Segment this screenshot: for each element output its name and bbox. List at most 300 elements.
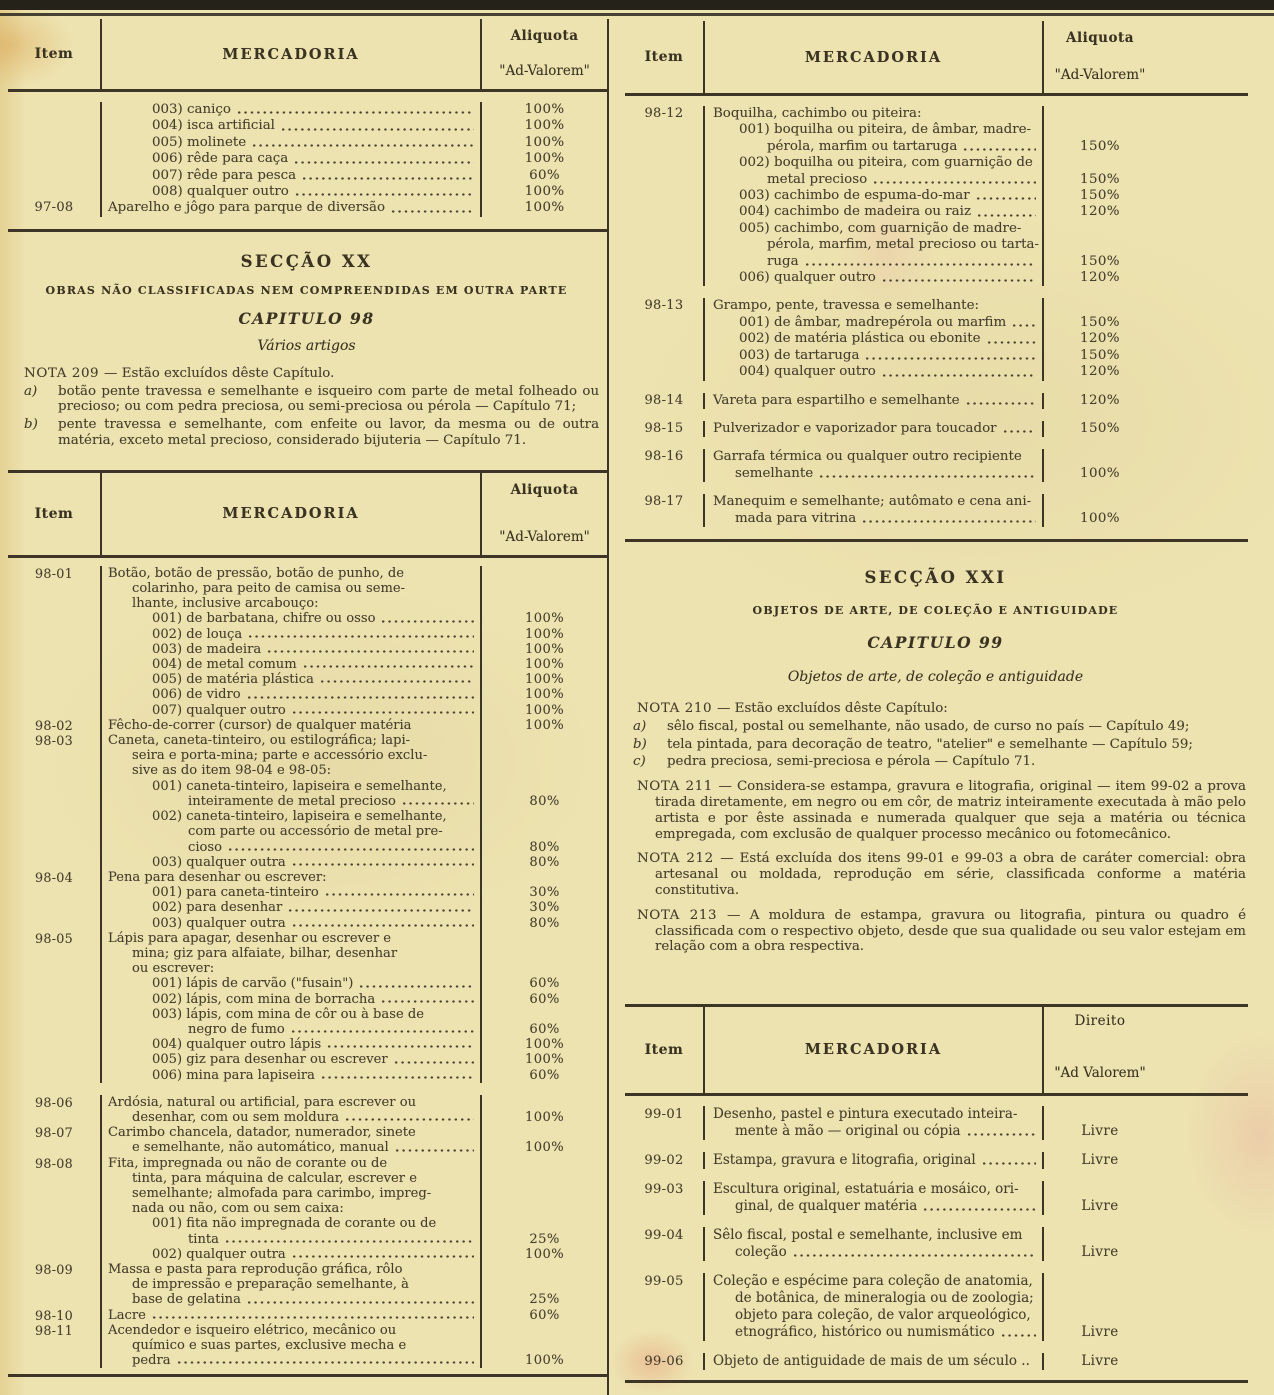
dot-leader xyxy=(287,900,474,915)
dot-leader xyxy=(380,611,474,626)
rate-value xyxy=(482,1216,607,1231)
item-code xyxy=(8,1292,100,1307)
rate-value: 80% xyxy=(529,793,560,809)
table-row xyxy=(8,200,607,216)
merchandise-text xyxy=(703,348,1044,364)
merchandise-line: Manequim e semelhante; autômato e cena ani- xyxy=(712,494,1032,510)
merchandise-text xyxy=(100,611,482,626)
merchandise-line: Massa e pasta para reprodução gráfica, rôlo xyxy=(108,1261,403,1277)
page-top-scan-band xyxy=(0,0,1274,19)
merchandise-text xyxy=(100,1171,482,1186)
dot-leader xyxy=(324,885,474,900)
rate-value xyxy=(482,809,607,824)
tariff-table-98-continued xyxy=(625,21,1248,542)
dot-leader xyxy=(861,511,1036,527)
dot-leader xyxy=(390,200,474,216)
merchandise-line: semelhante; almofada para carimbo, impreg- xyxy=(132,1185,432,1201)
item-code: 98-15 xyxy=(644,420,684,436)
rate-value xyxy=(482,1171,607,1186)
rate-value: 30% xyxy=(529,900,560,916)
merchandise-line: 001) de âmbar, madrepérola ou marfim xyxy=(738,314,1007,330)
rate-value: Livre xyxy=(1081,1197,1119,1214)
table-row xyxy=(8,566,607,581)
column-header-mercadoria: MERCADORIA xyxy=(703,21,1044,93)
item-code: 99-03 xyxy=(644,1181,684,1197)
rate-header-line1: Aliquota xyxy=(510,481,579,498)
table-row xyxy=(8,657,607,672)
dot-leader xyxy=(864,348,1036,364)
merchandise-text xyxy=(703,1106,1044,1123)
rate-value: 120% xyxy=(1080,204,1120,220)
table-row xyxy=(625,1152,1248,1169)
nota-item-key: c) xyxy=(632,754,646,770)
item-code: 98-09 xyxy=(34,1261,74,1277)
merchandise-text xyxy=(100,1186,482,1201)
rate-value xyxy=(482,1186,607,1201)
item-code xyxy=(625,1244,703,1261)
rate-value: Livre xyxy=(1081,1243,1119,1260)
merchandise-line: 006) de vidro xyxy=(152,687,241,703)
merchandise-text xyxy=(703,315,1044,331)
merchandise-line: com parte ou accessório de metal pre- xyxy=(188,824,443,840)
nota-item-key: b) xyxy=(24,417,38,433)
merchandise-text xyxy=(100,870,482,885)
rate-value: 100% xyxy=(525,1140,565,1156)
rate-value: 100% xyxy=(1080,465,1120,481)
rate-header-line1: Aliquota xyxy=(510,28,579,44)
item-code xyxy=(625,1123,703,1140)
dot-leader xyxy=(291,1247,474,1262)
table-row xyxy=(625,204,1248,220)
rate-header-line1: Aliquota xyxy=(1066,30,1134,46)
merchandise-line: 005) molinete xyxy=(152,134,247,150)
rate-value: 100% xyxy=(524,102,565,117)
item-code: 99-04 xyxy=(644,1227,684,1243)
merchandise-text xyxy=(100,135,482,151)
dot-leader xyxy=(301,168,474,184)
merchandise-text xyxy=(100,1037,482,1052)
merchandise-line: Aparelho e jôgo para parque de diversão xyxy=(108,200,386,216)
item-code xyxy=(8,118,100,134)
item-code xyxy=(8,763,100,778)
rate-value: 100% xyxy=(525,1353,565,1369)
dot-leader xyxy=(344,1110,474,1125)
merchandise-text xyxy=(100,794,482,809)
dot-leader xyxy=(881,364,1036,380)
rate-value: 100% xyxy=(525,687,565,703)
table-row xyxy=(625,1244,1248,1261)
merchandise-text xyxy=(703,393,1044,409)
merchandise-line: semelhante xyxy=(734,465,814,481)
merchandise-line: de impressão e preparação semelhante, à xyxy=(132,1277,409,1293)
item-code xyxy=(625,466,703,482)
rate-value xyxy=(482,748,607,763)
table-row xyxy=(625,221,1248,237)
merchandise-line: Sêlo fiscal, postal e semelhante, inclusive em xyxy=(712,1226,1023,1243)
merchandise-line: 002) de louça xyxy=(152,626,243,642)
dot-leader xyxy=(792,1244,1036,1261)
column-header-item: Item xyxy=(644,49,684,65)
merchandise-line: nada ou não, com ou sem caixa: xyxy=(132,1201,344,1217)
merchandise-text xyxy=(100,992,482,1007)
table-row xyxy=(625,155,1248,171)
rate-value: 150% xyxy=(1080,253,1120,269)
nota-label: NOTA 210 xyxy=(636,700,718,716)
nota-item-key: b) xyxy=(632,736,647,752)
nota-item xyxy=(625,754,1246,770)
rate-header-line1: Direito xyxy=(1074,1012,1126,1029)
dot-leader xyxy=(393,1052,474,1067)
nota-block xyxy=(625,701,1246,770)
merchandise-text xyxy=(703,106,1044,122)
merchandise-text xyxy=(100,824,482,839)
item-code xyxy=(8,1037,100,1052)
table-row xyxy=(8,916,607,931)
dot-leader xyxy=(319,672,474,687)
item-code xyxy=(625,221,703,237)
dot-leader xyxy=(1002,421,1036,437)
item-code xyxy=(8,1186,100,1201)
chapter-subtitle: Objetos de arte, de coleção e antiguidade xyxy=(787,668,1084,685)
merchandise-text xyxy=(100,1156,482,1171)
table-header xyxy=(8,473,607,558)
merchandise-text xyxy=(100,1125,482,1140)
item-code xyxy=(8,642,100,657)
merchandise-text xyxy=(703,1198,1044,1215)
table-row xyxy=(625,494,1248,510)
nota-paragraph: NOTA 212 — Está excluída dos itens 99-01 e 99-03 a obra de caráter comercial: obra artesanal ou moldada, reprodução em série, classificada conforme a matéria constitutiva. xyxy=(636,851,1246,898)
merchandise-line: seira e porta-mina; parte e accessório exclu- xyxy=(132,748,428,764)
item-code: 98-06 xyxy=(34,1094,74,1110)
merchandise-text xyxy=(100,733,482,748)
merchandise-line: Pulverizador e vaporizador para toucador xyxy=(712,420,997,436)
table-row xyxy=(625,364,1248,380)
merchandise-line: Grampo, pente, travessa e semelhante: xyxy=(712,298,980,314)
merchandise-text xyxy=(100,1323,482,1338)
item-code xyxy=(8,1140,100,1155)
rate-value: 120% xyxy=(1080,270,1120,286)
nota-paragraph: NOTA 210 — Estão excluídos dêste Capítulo: xyxy=(636,700,948,716)
table-body xyxy=(625,96,1248,539)
merchandise-text xyxy=(100,931,482,946)
rate-value: 100% xyxy=(525,657,565,673)
item-code: 98-02 xyxy=(34,717,74,733)
rate-value: 120% xyxy=(1080,364,1120,380)
item-code xyxy=(625,155,703,171)
chapter-title: CAPITULO 99 xyxy=(867,632,1004,652)
merchandise-text xyxy=(703,494,1044,510)
merchandise-line: químico e suas partes, exclusive mecha e xyxy=(132,1338,407,1353)
merchandise-text xyxy=(703,1324,1044,1341)
dot-leader xyxy=(881,270,1036,286)
nota-block xyxy=(625,851,1246,898)
dot-leader xyxy=(291,703,474,718)
item-code xyxy=(8,596,100,611)
merchandise-text xyxy=(703,1152,1044,1169)
merchandise-line: Botão, botão de pressão, botão de punho, de xyxy=(108,565,404,581)
item-code xyxy=(8,794,100,809)
table-row xyxy=(8,824,607,839)
merchandise-line: pedra xyxy=(132,1353,171,1369)
item-code xyxy=(8,885,100,900)
item-code xyxy=(8,961,100,976)
merchandise-text xyxy=(100,1201,482,1216)
table-row xyxy=(8,581,607,596)
merchandise-text xyxy=(703,1244,1044,1261)
table-row xyxy=(625,139,1248,155)
merchandise-text xyxy=(100,1338,482,1353)
merchandise-line: desenhar, com ou sem moldura xyxy=(132,1109,340,1125)
merchandise-text xyxy=(703,1353,1044,1370)
rate-value: 80% xyxy=(529,915,560,931)
merchandise-text xyxy=(703,155,1044,171)
rate-value: Livre xyxy=(1081,1323,1119,1340)
merchandise-text xyxy=(703,511,1044,527)
merchandise-text xyxy=(703,421,1044,437)
merchandise-line: etnográfico, histórico ou numismático xyxy=(734,1323,995,1340)
table-row xyxy=(8,1156,607,1171)
item-code: 98-03 xyxy=(34,733,74,749)
rate-value xyxy=(482,931,607,946)
dot-leader xyxy=(976,204,1036,220)
merchandise-line: ruga xyxy=(766,253,799,269)
table-header xyxy=(625,21,1248,96)
rate-value: 100% xyxy=(525,1037,565,1053)
rate-value xyxy=(1044,1290,1248,1307)
table-row xyxy=(8,703,607,718)
item-code xyxy=(8,976,100,991)
item-code xyxy=(625,139,703,155)
item-code: 98-16 xyxy=(644,449,684,465)
merchandise-line: 002) caneta-tinteiro, lapiseira e semelhante, xyxy=(152,809,447,825)
merchandise-text xyxy=(100,748,482,763)
table-row xyxy=(8,976,607,991)
merchandise-text xyxy=(100,200,482,216)
dot-leader xyxy=(280,118,474,134)
merchandise-line: Carimbo chancela, datador, numerador, sinete xyxy=(108,1125,416,1141)
merchandise-line: 001) caneta-tinteiro, lapiseira e semelhante, xyxy=(152,778,447,794)
item-code xyxy=(8,840,100,855)
merchandise-line: Garrafa térmica ou qualquer outro recipiente xyxy=(712,449,1022,465)
merchandise-line: colarinho, para peito de camisa ou seme- xyxy=(132,581,406,597)
rate-value: 100% xyxy=(524,118,565,134)
rate-value: 100% xyxy=(525,1246,565,1262)
table-row xyxy=(8,779,607,794)
column-header-item: Item xyxy=(34,46,74,62)
merchandise-line: 004) de metal comum xyxy=(152,657,297,673)
notes-block xyxy=(12,366,601,449)
merchandise-text xyxy=(703,270,1044,286)
merchandise-text xyxy=(100,581,482,596)
merchandise-line: base de gelatina xyxy=(132,1292,241,1308)
merchandise-line: cioso xyxy=(188,839,223,855)
table-row xyxy=(8,794,607,809)
item-code: 98-11 xyxy=(34,1322,74,1338)
merchandise-text xyxy=(703,1181,1044,1198)
merchandise-line: 002) de matéria plástica ou ebonite xyxy=(738,331,981,347)
table-row xyxy=(625,393,1248,409)
two-column-layout xyxy=(0,19,1274,1395)
table-row xyxy=(8,151,607,167)
nota-paragraph: NOTA 211 — Considera-se estampa, gravura e litografia, original — item 99-02 a prova tirada diretamente, em negro ou em côr, de matriz inteiramente executada à mão pelo artista e por êste assinada e numerada qualquer que seja a matéria ou técnica empregada, com exclusão de qualquer processo mecânico ou fotomecânico. xyxy=(636,779,1246,842)
item-code xyxy=(625,172,703,188)
nota-label: NOTA 212 xyxy=(636,851,721,867)
rate-value: 100% xyxy=(525,672,565,688)
table-row xyxy=(8,1247,607,1262)
table-row xyxy=(625,315,1248,331)
dot-leader xyxy=(291,916,474,931)
rate-value: Livre xyxy=(1081,1151,1119,1168)
table-row xyxy=(625,449,1248,465)
merchandise-text xyxy=(100,1140,482,1155)
section-title: SECÇÃO XX xyxy=(240,251,373,271)
table-row xyxy=(8,840,607,855)
rate-value: 150% xyxy=(1080,314,1120,330)
table-header xyxy=(8,19,607,92)
table-row xyxy=(8,627,607,642)
merchandise-line: 003) de tartaruga xyxy=(738,347,860,363)
merchandise-text xyxy=(703,449,1044,465)
table-row xyxy=(625,254,1248,270)
dot-leader xyxy=(975,188,1036,204)
table-row xyxy=(8,748,607,763)
rate-value xyxy=(1044,494,1248,510)
rate-value xyxy=(482,824,607,839)
item-code xyxy=(625,331,703,347)
rate-header-line2: "Ad-Valorem" xyxy=(499,528,590,545)
table-row xyxy=(8,870,607,885)
item-code xyxy=(8,1052,100,1067)
merchandise-line: Vareta para espartilho e semelhante xyxy=(712,392,960,408)
rate-value xyxy=(482,870,607,885)
rate-header-line2: "Ad-Valorem" xyxy=(499,63,590,79)
tariff-table-97 xyxy=(8,19,607,232)
merchandise-text xyxy=(100,1308,482,1323)
table-row xyxy=(8,885,607,900)
rate-value xyxy=(1044,155,1248,171)
table-row xyxy=(8,611,607,626)
merchandise-line: metal precioso xyxy=(766,171,868,187)
rate-value: 120% xyxy=(1080,331,1120,347)
table-row xyxy=(8,992,607,1007)
table-row xyxy=(625,1181,1248,1198)
merchandise-line: 003) lápis, com mina de côr ou à base de xyxy=(152,1006,424,1022)
rate-value: 100% xyxy=(525,717,565,733)
table-row xyxy=(8,1292,607,1307)
merchandise-text xyxy=(100,1052,482,1067)
merchandise-text xyxy=(100,703,482,718)
nota-label: NOTA 213 xyxy=(636,907,728,923)
table-row xyxy=(8,1277,607,1292)
rate-value: 30% xyxy=(529,885,560,901)
table-body xyxy=(625,1096,1248,1380)
merchandise-line: Fêcho-de-correr (cursor) de qualquer matéria xyxy=(108,717,412,733)
table-row xyxy=(625,1106,1248,1123)
merchandise-line: 007) qualquer outro xyxy=(152,702,286,718)
merchandise-text xyxy=(703,204,1044,220)
table-row xyxy=(8,1125,607,1140)
merchandise-text xyxy=(100,184,482,200)
table-row xyxy=(625,1273,1248,1290)
merchandise-line: 005) cachimbo, com guarnição de madre- xyxy=(738,220,1022,236)
column-header-direito xyxy=(1044,1007,1248,1093)
table-row xyxy=(625,270,1248,286)
column-header-mercadoria: MERCADORIA xyxy=(100,473,482,555)
merchandise-line: Fita, impregnada ou não de corante ou de xyxy=(108,1155,388,1171)
rate-value xyxy=(482,1262,607,1277)
merchandise-line: 001) fita não impregnada de corante ou de xyxy=(152,1216,437,1232)
rate-value xyxy=(482,946,607,961)
merchandise-text xyxy=(100,855,482,870)
merchandise-line: mada para vitrina xyxy=(734,510,857,526)
merchandise-line: sive as do item 98-04 e 98-05: xyxy=(132,763,332,779)
merchandise-text xyxy=(100,763,482,778)
rate-header-line2: "Ad-Valorem" xyxy=(1054,67,1146,83)
table-row xyxy=(8,1323,607,1338)
item-code xyxy=(625,1198,703,1215)
dot-leader xyxy=(176,1353,474,1368)
table-row xyxy=(8,946,607,961)
table-row xyxy=(8,118,607,134)
merchandise-line: mente à mão — original ou cópia xyxy=(734,1122,961,1139)
dot-leader xyxy=(1000,1324,1036,1341)
rate-value: 60% xyxy=(529,976,560,992)
rate-value xyxy=(1044,1273,1248,1290)
table-row xyxy=(8,763,607,778)
item-code xyxy=(8,611,100,626)
section-subtitle: OBRAS NÃO CLASSIFICADAS NEM COMPREENDIDAS EM OUTRA PARTE xyxy=(45,283,568,297)
rate-value xyxy=(1044,237,1248,253)
merchandise-line: Pena para desenhar ou escrever: xyxy=(108,869,327,885)
table-row xyxy=(625,1290,1248,1307)
item-code xyxy=(8,581,100,596)
merchandise-text xyxy=(100,1247,482,1262)
item-code xyxy=(625,270,703,286)
table-row xyxy=(625,237,1248,253)
dot-leader xyxy=(246,1292,474,1307)
rate-value xyxy=(1044,1307,1248,1324)
rate-value xyxy=(482,566,607,581)
table-row xyxy=(8,1186,607,1201)
column-header-aliquota xyxy=(482,19,607,89)
dot-leader xyxy=(251,135,474,151)
table-row xyxy=(625,298,1248,314)
merchandise-line: Caneta, caneta-tinteiro, ou estilográfica; lapi- xyxy=(108,733,411,749)
rate-value xyxy=(482,1338,607,1353)
column-header-item: Item xyxy=(34,505,74,522)
rate-value xyxy=(482,1323,607,1338)
item-code xyxy=(8,748,100,763)
merchandise-text xyxy=(100,1277,482,1292)
merchandise-line: Lacre xyxy=(108,1307,146,1323)
item-code: 99-06 xyxy=(644,1353,684,1369)
merchandise-line: Desenho, pastel e pintura executado inteira- xyxy=(712,1105,1018,1122)
merchandise-text xyxy=(100,596,482,611)
table-row xyxy=(8,1201,607,1216)
item-code xyxy=(8,627,100,642)
merchandise-line: Acendedor e isqueiro elétrico, mecânico ou xyxy=(108,1322,397,1338)
item-code: 99-02 xyxy=(644,1152,684,1168)
rate-value: 60% xyxy=(529,1067,560,1083)
column-header-mercadoria: MERCADORIA xyxy=(100,19,482,89)
table-row xyxy=(625,1353,1248,1370)
merchandise-line: 001) de barbatana, chifre ou osso xyxy=(152,611,376,627)
item-code xyxy=(8,1110,100,1125)
merchandise-text xyxy=(100,657,482,672)
rate-value: 150% xyxy=(1080,188,1120,204)
table-row xyxy=(625,421,1248,437)
table-row xyxy=(625,1123,1248,1140)
